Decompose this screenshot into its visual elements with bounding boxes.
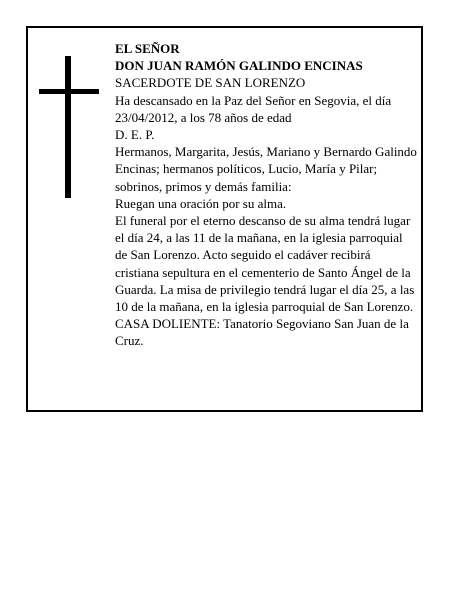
obituary-text <box>115 40 417 350</box>
death-announcement: Ha descansado en la Paz del Señor en Segovia, el día 23/04/2012, a los 78 años de edad <box>115 92 392 125</box>
funeral-info: El funeral por el eterno descanso de su alma tendrá lugar el día 24, a las 11 de la mañana, en la iglesia parroquial de San Lorenzo. Acto seguido el cadáver recibirá cristiana sepultura en el cementerio de Santo Ángel de la Guarda. La misa de privilegio tendrá lugar el día 25, a las 10 de la mañana, en la iglesia parroquial de San Lorenzo. <box>115 213 415 315</box>
cross-horizontal-bar <box>39 89 99 94</box>
heading-line-1: EL SEÑOR <box>115 41 180 56</box>
cross-vertical-bar <box>65 56 71 198</box>
cross-icon <box>39 56 99 198</box>
prayer-request: Ruegan una oración por su alma. <box>115 195 287 211</box>
obituary-card <box>26 26 423 412</box>
family-list: Hermanos, Margarita, Jesús, Mariano y Bernardo Galindo Encinas; hermanos políticos, Lucio, María y Pilar; sobrinos, primos y demás familia: <box>115 144 417 194</box>
mourning-house: CASA DOLIENTE: Tanatorio Segoviano San Juan de la Cruz. <box>115 316 409 349</box>
deceased-name: DON JUAN RAMÓN GALINDO ENCINAS <box>115 58 363 74</box>
dep-abbreviation: D. E. P. <box>115 127 155 143</box>
deceased-title: SACERDOTE DE SAN LORENZO <box>115 75 306 91</box>
